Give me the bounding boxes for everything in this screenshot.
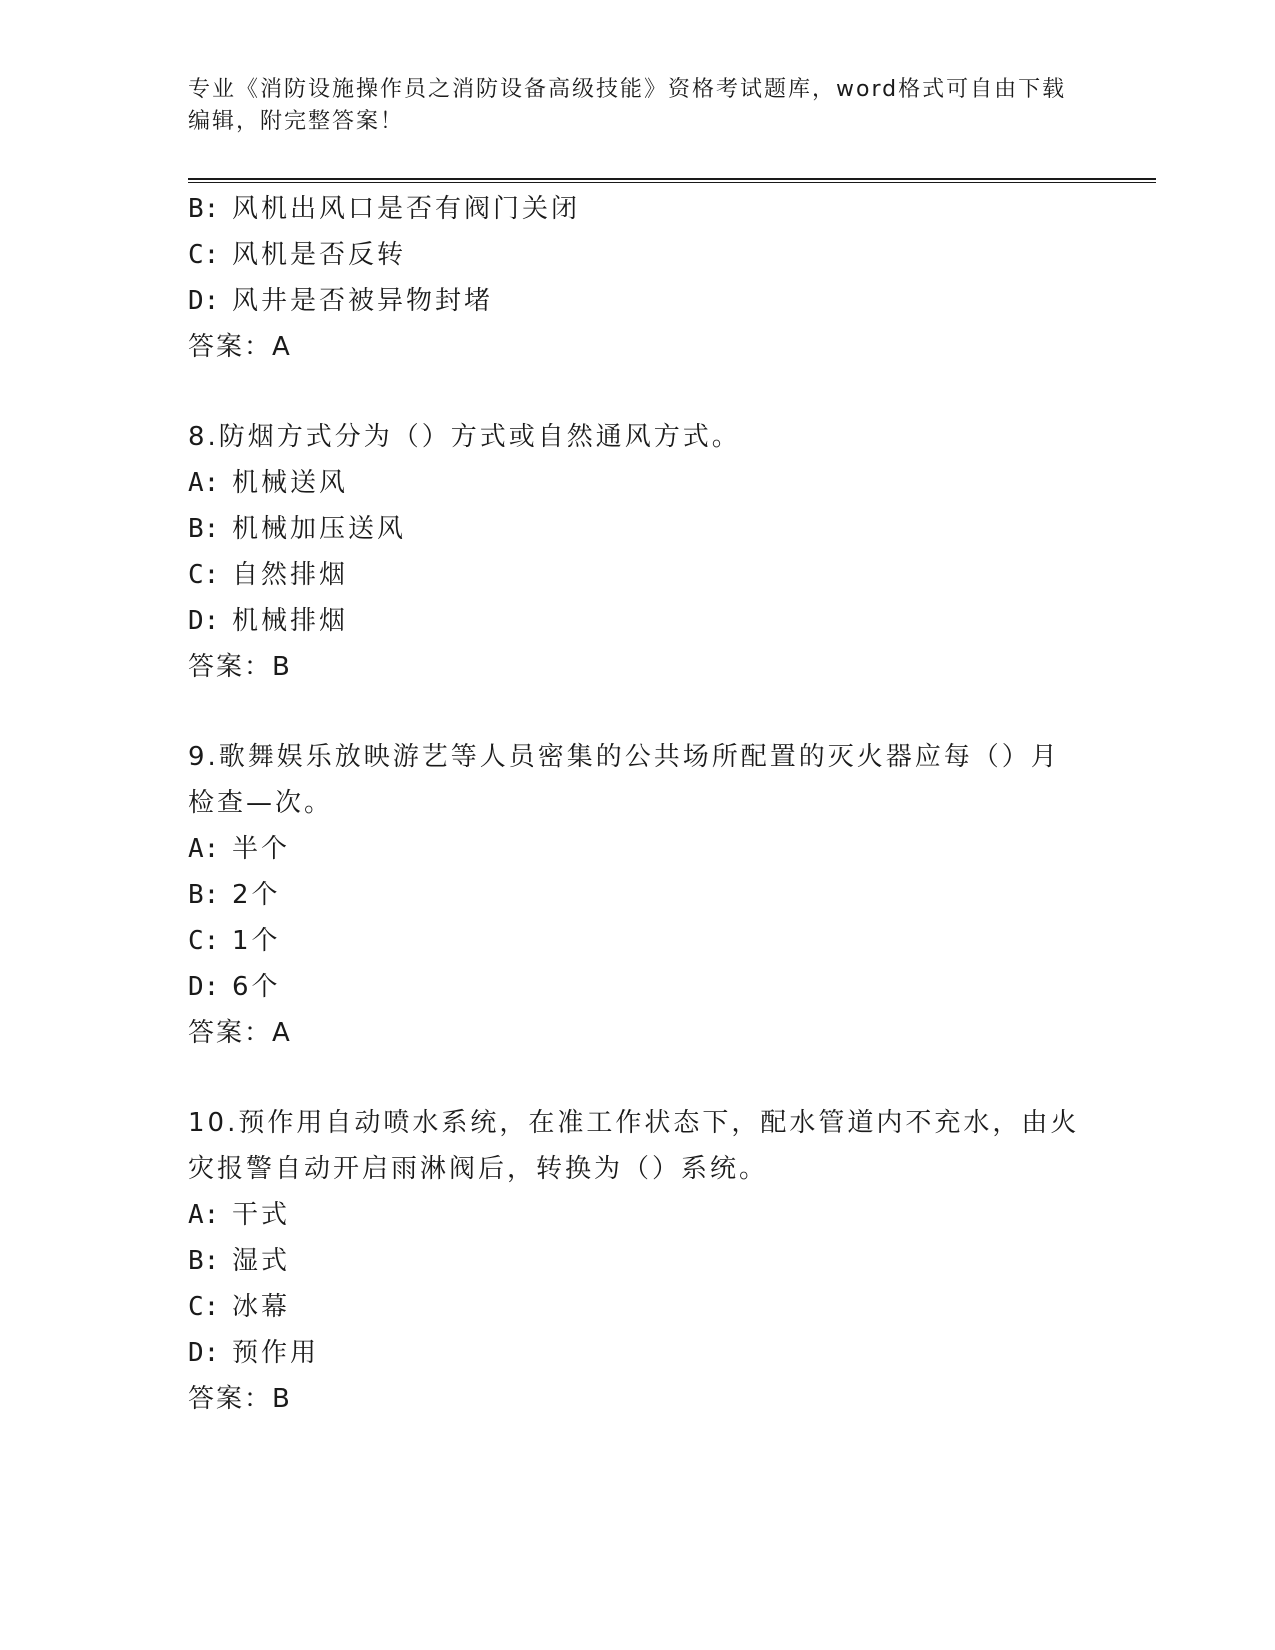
option-text: 6个: [232, 972, 281, 1002]
option-row: [188, 598, 1088, 644]
question-stem: 8.防烟方式分为（）方式或自然通风方式。: [188, 422, 741, 452]
answer-line: 答案：A: [188, 1018, 292, 1048]
option-text: 冰幕: [232, 1292, 291, 1322]
option-text: 湿式: [232, 1246, 291, 1276]
option-key: C:: [188, 1292, 220, 1322]
answer-line: 答案：B: [188, 652, 292, 682]
option-row: [188, 1284, 1088, 1330]
question-stem: 9.歌舞娱乐放映游艺等人员密集的公共场所配置的灭火器应每（）月检查—次。: [188, 742, 1060, 818]
option-row: [188, 506, 1088, 552]
option-text: 风井是否被异物封堵: [232, 286, 494, 316]
option-row: [188, 186, 1088, 232]
option-key: A:: [188, 1200, 220, 1230]
option-row: [188, 918, 1088, 964]
header-divider: [188, 178, 1156, 183]
answer-line: 答案：A: [188, 332, 292, 362]
option-row: [188, 460, 1088, 506]
option-text: 风机出风口是否有阀门关闭: [232, 194, 581, 224]
option-row: [188, 826, 1088, 872]
option-key: C:: [188, 560, 220, 590]
option-text: 机械送风: [232, 468, 349, 498]
option-text: 1个: [232, 926, 281, 956]
option-key: A:: [188, 834, 220, 864]
option-row: [188, 552, 1088, 598]
option-row: [188, 1192, 1088, 1238]
option-text: 半个: [232, 834, 291, 864]
option-text: 机械加压送风: [232, 514, 407, 544]
option-text: 自然排烟: [232, 560, 349, 590]
option-text: 风机是否反转: [232, 240, 407, 270]
option-key: C:: [188, 926, 220, 956]
option-key: B:: [188, 880, 220, 910]
option-key: A:: [188, 468, 220, 498]
option-row: [188, 1238, 1088, 1284]
option-text: 2个: [232, 880, 281, 910]
option-key: C:: [188, 240, 220, 270]
document-header: 专业《消防设施操作员之消防设备高级技能》资格考试题库，word格式可自由下载编辑，附完整答案！: [188, 77, 1067, 134]
partial-question: [188, 186, 1088, 370]
option-key: B:: [188, 194, 220, 224]
question-list: [188, 186, 1088, 1422]
option-key: B:: [188, 514, 220, 544]
option-row: [188, 872, 1088, 918]
question-8: [188, 414, 1088, 690]
option-key: D:: [188, 1338, 220, 1368]
option-key: D:: [188, 286, 220, 316]
option-text: 干式: [232, 1200, 291, 1230]
option-key: B:: [188, 1246, 220, 1276]
option-text: 机械排烟: [232, 606, 349, 636]
question-stem: 10.预作用自动喷水系统，在准工作状态下，配水管道内不充水，由火灾报警自动开启雨淋阀后，转换为（）系统。: [188, 1108, 1080, 1184]
question-9: [188, 734, 1088, 1056]
option-key: D:: [188, 606, 220, 636]
option-text: 预作用: [232, 1338, 320, 1368]
option-row: [188, 1330, 1088, 1376]
option-row: [188, 232, 1088, 278]
question-10: [188, 1100, 1088, 1422]
option-row: [188, 964, 1088, 1010]
option-key: D:: [188, 972, 220, 1002]
answer-line: 答案：B: [188, 1384, 292, 1414]
option-row: [188, 278, 1088, 324]
